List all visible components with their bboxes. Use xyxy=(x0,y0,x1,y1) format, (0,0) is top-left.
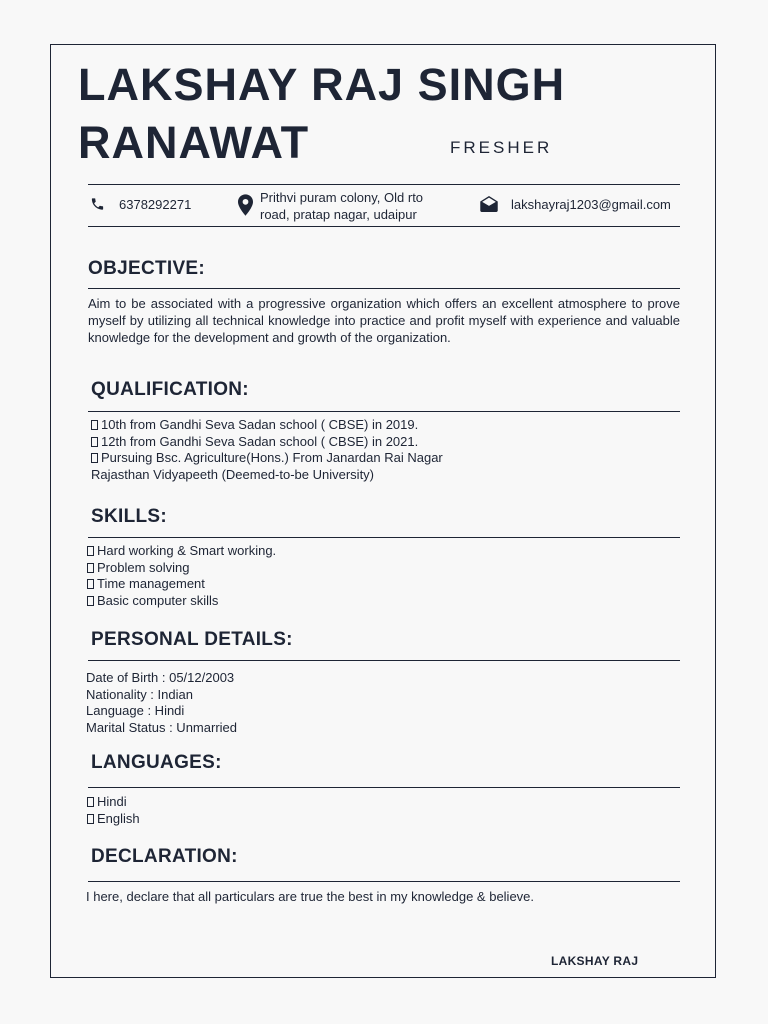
qualification-heading: QUALIFICATION: xyxy=(91,379,249,400)
address-line2: road, pratap nagar, udaipur xyxy=(260,207,417,222)
contact-address xyxy=(238,189,423,223)
skills-rule xyxy=(88,537,680,538)
candidate-tagline: FRESHER xyxy=(450,138,553,157)
candidate-name-line2: RANAWAT xyxy=(78,117,310,168)
languages-rule xyxy=(88,787,680,788)
list-item-continuation: Rajasthan Vidyapeeth (Deemed-to-be University) xyxy=(91,466,375,482)
contact-email xyxy=(480,196,671,213)
bullet-glyph xyxy=(87,546,94,556)
qualification-list xyxy=(91,417,443,483)
list-item: Problem solving xyxy=(87,560,276,577)
languages-heading: LANGUAGES: xyxy=(91,752,222,773)
bullet-glyph xyxy=(91,420,98,430)
declaration-heading: DECLARATION: xyxy=(91,846,238,867)
envelope-icon xyxy=(480,196,498,212)
bullet-glyph xyxy=(87,814,94,824)
candidate-name-line1: LAKSHAY RAJ SINGH xyxy=(78,59,566,110)
bullet-glyph xyxy=(87,797,94,807)
objective-text: Aim to be associated with a progressive organization which offers an excellent atmosphere to prove myself by utilizing all technical knowledge into practice and profit myself with experience and valuable knowledge for the development and growth of the organization. xyxy=(88,296,680,345)
list-item: Pursuing Bsc. Agriculture(Hons.) From Janardan Rai Nagar xyxy=(91,450,443,467)
skills-list xyxy=(87,543,276,609)
personal-details-heading: PERSONAL DETAILS: xyxy=(91,629,293,650)
contact-top-rule xyxy=(88,184,680,185)
address-line1: Prithvi puram colony, Old rto xyxy=(260,190,424,205)
list-item: Time management xyxy=(87,576,276,593)
personal-details-rule xyxy=(88,660,680,661)
list-item: Hindi xyxy=(87,794,140,811)
objective-rule xyxy=(88,288,680,289)
bullet-glyph xyxy=(87,596,94,606)
phone-number: 6378292271 xyxy=(119,197,192,212)
signature-name: LAKSHAY RAJ xyxy=(551,954,639,968)
list-item: Marital Status : Unmarried xyxy=(86,719,237,735)
declaration-text: I here, declare that all particulars are true the best in my knowledge & believe. xyxy=(86,889,535,904)
bullet-glyph xyxy=(91,437,98,447)
list-item: Nationality : Indian xyxy=(86,686,193,702)
bullet-glyph xyxy=(87,579,94,589)
list-item: 12th from Gandhi Seva Sadan school ( CBSE) in 2021. xyxy=(91,434,443,451)
list-item: 10th from Gandhi Seva Sadan school ( CBSE) in 2019. xyxy=(91,417,443,434)
personal-details-list xyxy=(86,670,237,736)
bullet-glyph xyxy=(87,563,94,573)
objective-heading: OBJECTIVE: xyxy=(88,258,206,279)
qualification-rule xyxy=(88,411,680,412)
list-item: Basic computer skills xyxy=(87,593,276,610)
skills-heading: SKILLS: xyxy=(91,506,167,527)
list-item: English xyxy=(87,811,140,828)
email-address: lakshayraj1203@gmail.com xyxy=(511,197,671,212)
declaration-rule xyxy=(88,881,680,882)
list-item: Hard working & Smart working. xyxy=(87,543,276,560)
contact-phone xyxy=(90,196,191,213)
list-item: Language : Hindi xyxy=(86,703,185,719)
contact-bottom-rule xyxy=(88,226,680,227)
phone-icon xyxy=(90,196,105,212)
address-text xyxy=(260,189,423,223)
location-pin-icon xyxy=(238,194,253,216)
languages-list xyxy=(87,794,140,827)
bullet-glyph xyxy=(91,453,98,463)
list-item: Date of Birth : 05/12/2003 xyxy=(86,670,235,685)
